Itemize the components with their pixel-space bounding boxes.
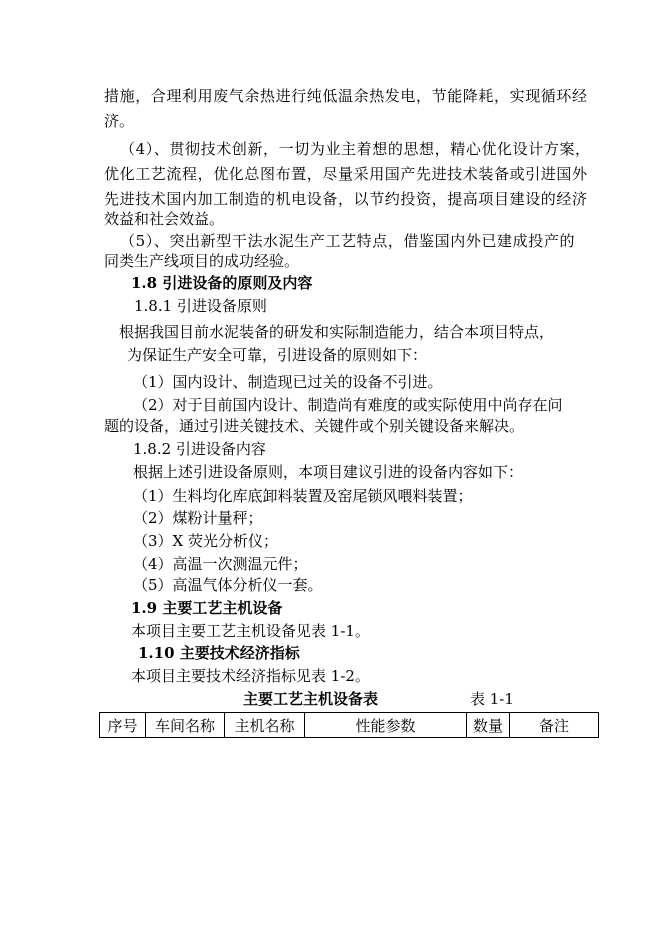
list-item: （5）高温气体分析仪一套。 xyxy=(133,576,323,594)
table-header-cell: 主机名称 xyxy=(225,713,305,738)
table-header-row xyxy=(100,713,599,738)
paragraph-line: （4）、贯彻技术创新，一切为业主着想的思想，精心优化设计方案， xyxy=(120,140,591,158)
subsection-heading: 1.8.1 引进设备原则 xyxy=(134,297,267,315)
paragraph-line: 先进技术国内加工制造的机电设备，以节约投资，提高项目建设的经济 xyxy=(104,190,588,208)
paragraph-line: （5）、突出新型干法水泥生产工艺特点，借鉴国内外已建成投产的 xyxy=(120,232,576,250)
equipment-table xyxy=(99,712,599,738)
paragraph-line: 济。 xyxy=(104,112,135,130)
paragraph-line: 根据上述引进设备原则，本项目建议引进的设备内容如下： xyxy=(133,463,524,481)
section-heading: 1.8 引进设备的原则及内容 xyxy=(131,274,313,292)
list-item: （1）国内设计、制造现已过关的设备不引进。 xyxy=(133,373,443,391)
paragraph-line: 本项目主要技术经济指标见表 1-2。 xyxy=(131,667,370,685)
table-header-cell: 序号 xyxy=(100,713,146,738)
paragraph-line: 为保证生产安全可靠，引进设备的原则如下： xyxy=(127,346,428,364)
list-item: （3）X 荧光分析仪； xyxy=(133,532,278,550)
section-heading: 1.9 主要工艺主机设备 xyxy=(131,599,283,617)
paragraph-line: 效益和社会效益。 xyxy=(104,210,225,228)
paragraph-line: 同类生产线项目的成功经验。 xyxy=(104,252,300,270)
paragraph-line: 根据我国目前水泥装备的研发和实际制造能力，结合本项目特点， xyxy=(119,323,555,341)
subsection-heading: 1.8.2 引进设备内容 xyxy=(133,440,266,458)
table-header-cell: 备注 xyxy=(510,713,599,738)
table-caption: 主要工艺主机设备表 xyxy=(243,690,379,708)
table-header-cell: 车间名称 xyxy=(146,713,225,738)
list-item: （1）生料均化库底卸料装置及窑尾锁风喂料装置； xyxy=(133,487,473,505)
table-header-cell: 数量 xyxy=(467,713,510,738)
paragraph-line: 措施，合理利用废气余热进行纯低温余热发电，节能降耗，实现循环经 xyxy=(104,87,588,105)
list-item: （2）对于目前国内设计、制造尚有难度的或实际使用中尚存在问 xyxy=(133,396,563,414)
list-item: （4）高温一次测温元件； xyxy=(133,555,308,573)
paragraph-line: 优化工艺流程，优化总图布置，尽量采用国产先进技术装备或引进国外 xyxy=(104,165,588,183)
paragraph-line: 题的设备，通过引进关键技术、关键件或个别关键设备来解决。 xyxy=(104,417,525,435)
table-number: 表 1-1 xyxy=(470,690,514,708)
list-item: （2）煤粉计量秤； xyxy=(133,509,263,527)
section-heading: 1.10 主要技术经济指标 xyxy=(138,644,300,662)
paragraph-line: 本项目主要工艺主机设备见表 1-1。 xyxy=(131,622,370,640)
table-header-cell: 性能参数 xyxy=(305,713,467,738)
